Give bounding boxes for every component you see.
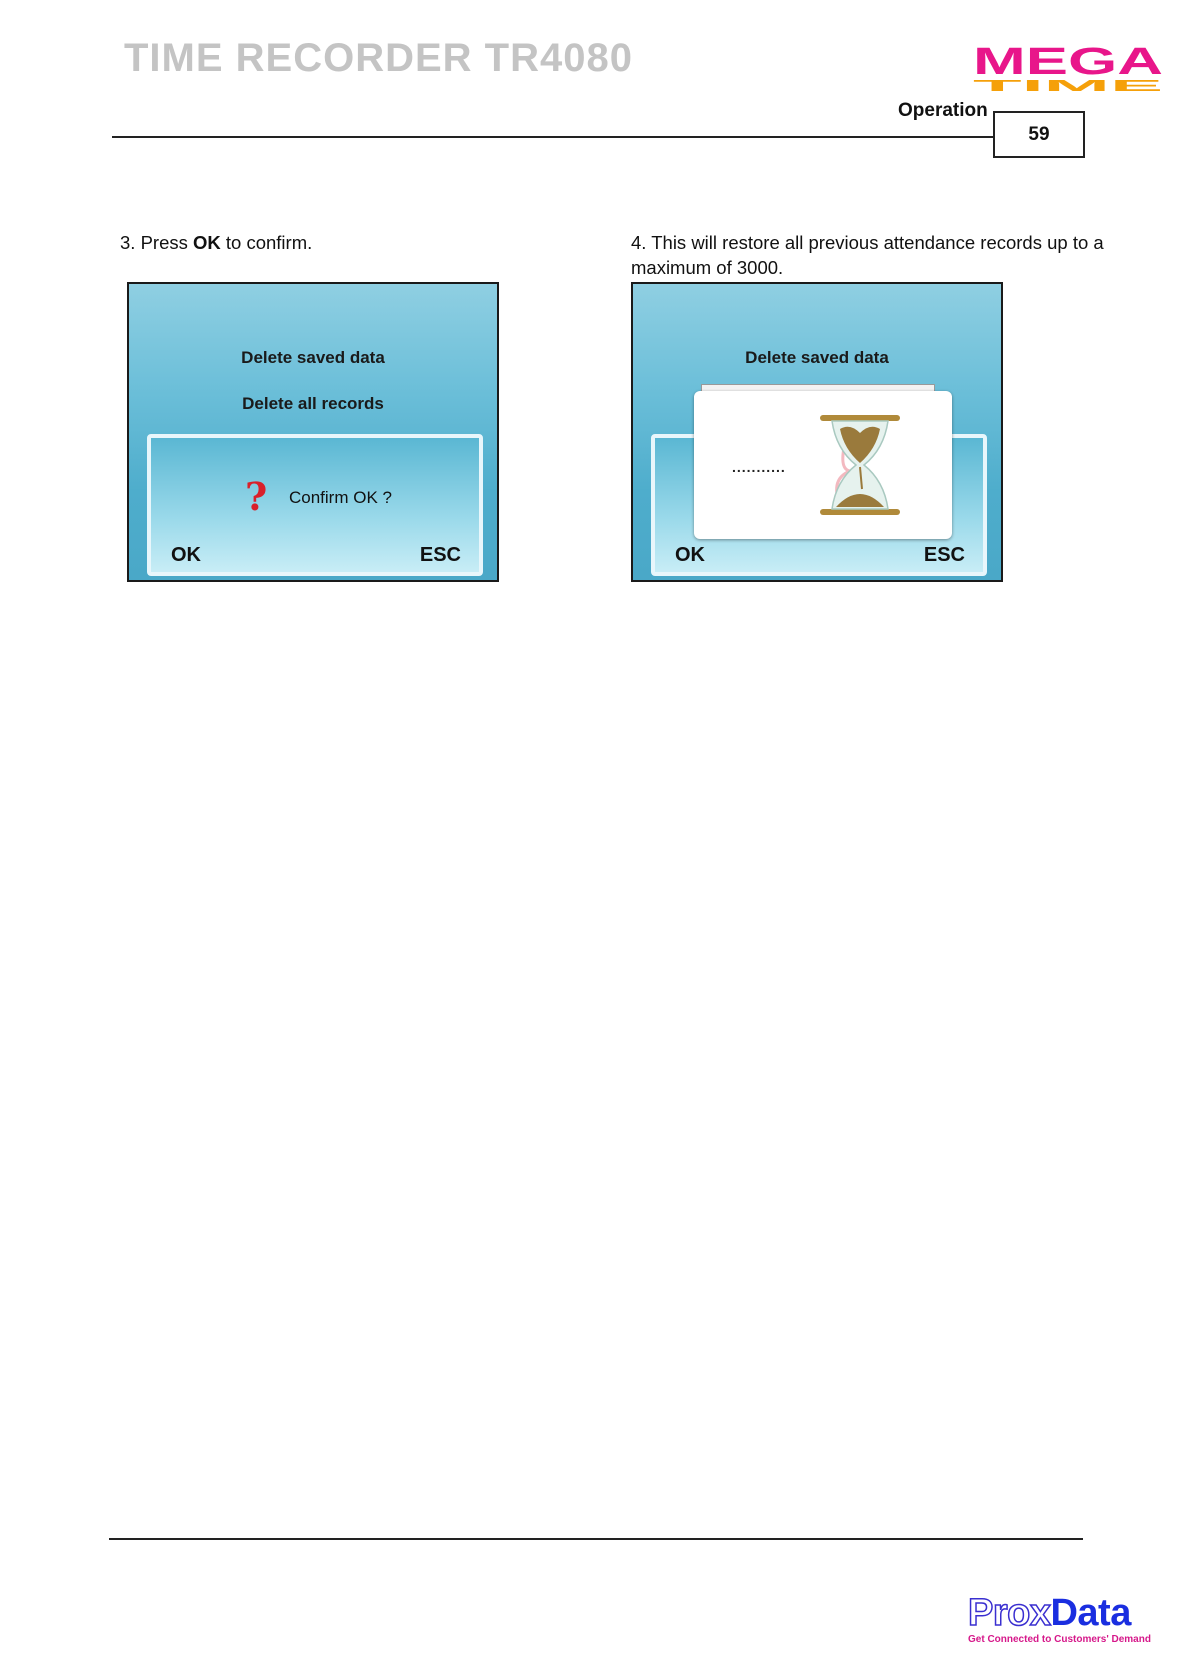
step-3-suffix: to confirm. bbox=[220, 232, 313, 253]
screen-title: Delete saved data bbox=[745, 348, 889, 367]
section-label: Operation bbox=[898, 100, 988, 121]
logo-prox-text: Prox bbox=[968, 1592, 1051, 1634]
step-3-ok-keyword: OK bbox=[193, 232, 221, 253]
footer-divider bbox=[109, 1538, 1083, 1540]
device-screen-confirm bbox=[127, 282, 499, 582]
ok-softkey[interactable]: OK bbox=[171, 544, 201, 566]
question-mark-icon: ? bbox=[245, 474, 268, 519]
confirm-message: Confirm OK ? bbox=[289, 488, 392, 507]
ok-softkey[interactable]: OK bbox=[675, 544, 705, 566]
device-screen-progress bbox=[631, 282, 1003, 582]
logo-data-text: Data bbox=[1050, 1592, 1131, 1634]
logo-time-text: TIME bbox=[973, 78, 1165, 95]
confirm-dialog bbox=[147, 434, 483, 576]
progress-dots: ........... bbox=[732, 459, 786, 475]
esc-softkey[interactable]: ESC bbox=[419, 544, 461, 566]
page-number: 59 bbox=[993, 111, 1085, 158]
proxdata-logo bbox=[968, 1592, 1131, 1635]
hourglass-icon bbox=[810, 409, 910, 521]
megatime-logo bbox=[970, 44, 1166, 96]
document-title: TIME RECORDER TR4080 bbox=[124, 36, 633, 80]
screen-title: Delete saved data bbox=[241, 348, 385, 367]
step-3-instruction bbox=[120, 230, 312, 255]
step-4-instruction: 4. This will restore all previous attendance records up to a maximum of 3000. bbox=[631, 232, 1104, 278]
esc-softkey[interactable]: ESC bbox=[923, 544, 965, 566]
header-divider bbox=[112, 136, 994, 138]
progress-popup bbox=[694, 391, 952, 539]
proxdata-tagline: Get Connected to Customers' Demand bbox=[968, 1634, 1151, 1645]
step-3-prefix: 3. Press bbox=[120, 232, 193, 253]
screen-subtitle: Delete all records bbox=[242, 394, 384, 413]
logo-mega-text: MEGA bbox=[973, 44, 1163, 83]
